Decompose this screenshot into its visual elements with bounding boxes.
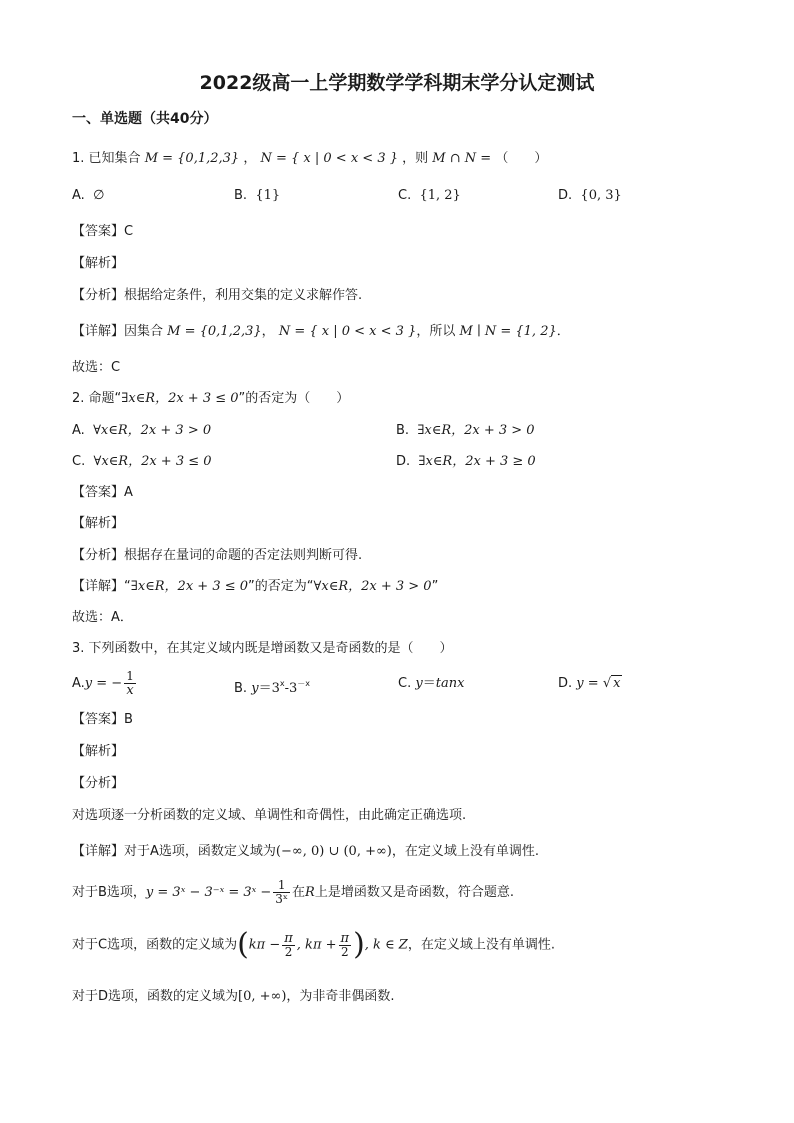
q1-choose: 故选：C (72, 360, 121, 375)
q2-option-b: B. ∃x∈R，2x + 3 > 0 (396, 423, 535, 438)
q1-paren: （ ） (495, 151, 548, 166)
q1-stem-text: 1. 已知集合 (72, 151, 141, 166)
q1-answer: 【答案】C (72, 224, 134, 239)
q2-analysis-tag: 【解析】 (72, 516, 125, 531)
q1-set-m: M = {0,1,2,3} (144, 151, 240, 166)
q3-option-c: C. y＝tanx (398, 676, 465, 691)
q1-set-n: N = { x | 0 < x < 3 } (260, 151, 398, 166)
q3-fenxi-tag: 【分析】 (72, 776, 125, 791)
q1-expr: M ∩ N = (432, 151, 492, 166)
q1-ask: ，则 (402, 151, 429, 166)
q2-detail: 【详解】“∃x∈R，2x + 3 ≤ 0”的否定为“∀x∈R，2x + 3 > 0” (72, 579, 439, 594)
q2-stem: 2. 命题“∃x∈R，2x + 3 ≤ 0”的否定为（ ） (72, 391, 350, 406)
page-title: 2022级高一上学期数学学科期末学分认定测试 (199, 72, 595, 94)
q1-detail: 【详解】因集合 M = {0,1,2,3}， N = { x | 0 < x < 3 }，所以 M ∣ N = {1, 2}． (72, 324, 570, 339)
q2-option-a: A. ∀x∈R，2x + 3 > 0 (72, 423, 212, 438)
q1-fenxi: 【分析】根据给定条件，利用交集的定义求解作答. (72, 288, 363, 303)
q3-detail-c: 对于C选项，函数的定义域为(kπ − $\frac{\pi}{2}$ , kπ + $\frac{\pi}{2}$ ), k ∈ Z，在定义域上没有单调性. (72, 927, 555, 962)
q2-answer: 【答案】A (72, 485, 133, 500)
q1-comma: ， (243, 151, 257, 166)
q2-choose: 故选：A． (72, 610, 133, 625)
q3-option-d: D. y = √ x (558, 676, 621, 691)
q3-answer: 【答案】B (72, 712, 133, 727)
q3-analysis-tag: 【解析】 (72, 744, 125, 759)
q1-analysis-tag: 【解析】 (72, 256, 125, 271)
section-heading: 一、单选题（共40分） (72, 111, 218, 127)
q3-option-b: B. $y=3^x-3^{-x}$ (234, 679, 310, 696)
q3-detail-b: 对于B选项，y = 3ˣ − 3⁻ˣ = 3ˣ − $\frac{1}{\text{3ˣ}}$ 在R上是增函数又是奇函数，符合题意. (72, 878, 514, 906)
q1-stem (72, 149, 547, 169)
q2-fenxi: 【分析】根据存在量词的命题的否定法则判断可得. (72, 548, 363, 563)
q3-detail-a: 【详解】对于A选项，函数定义域为(−∞, 0) ∪ (0, +∞)，在定义域上没有单调性. (72, 844, 540, 859)
q3-detail-d: 对于D选项，函数的定义域为[0, +∞)，为非奇非偶函数. (72, 989, 395, 1004)
q1-option-d: D. {0, 3} (558, 188, 622, 203)
q1-option-a: A. ∅ (72, 188, 105, 203)
q2-option-d: D. ∃x∈R，2x + 3 ≥ 0 (396, 454, 536, 469)
q1-option-c: C. {1, 2} (398, 188, 461, 203)
q1-option-b: B. {1} (234, 188, 281, 203)
q3-stem: 3. 下列函数中，在其定义域内既是增函数又是奇函数的是（ ） (72, 641, 453, 656)
q2-option-c: C. ∀x∈R，2x + 3 ≤ 0 (72, 454, 212, 469)
q3-option-a: A.y = − $\frac{1}{x}$ (72, 669, 134, 698)
q3-fenxi: 对选项逐一分析函数的定义域、单调性和奇偶性，由此确定正确选项. (72, 808, 467, 823)
